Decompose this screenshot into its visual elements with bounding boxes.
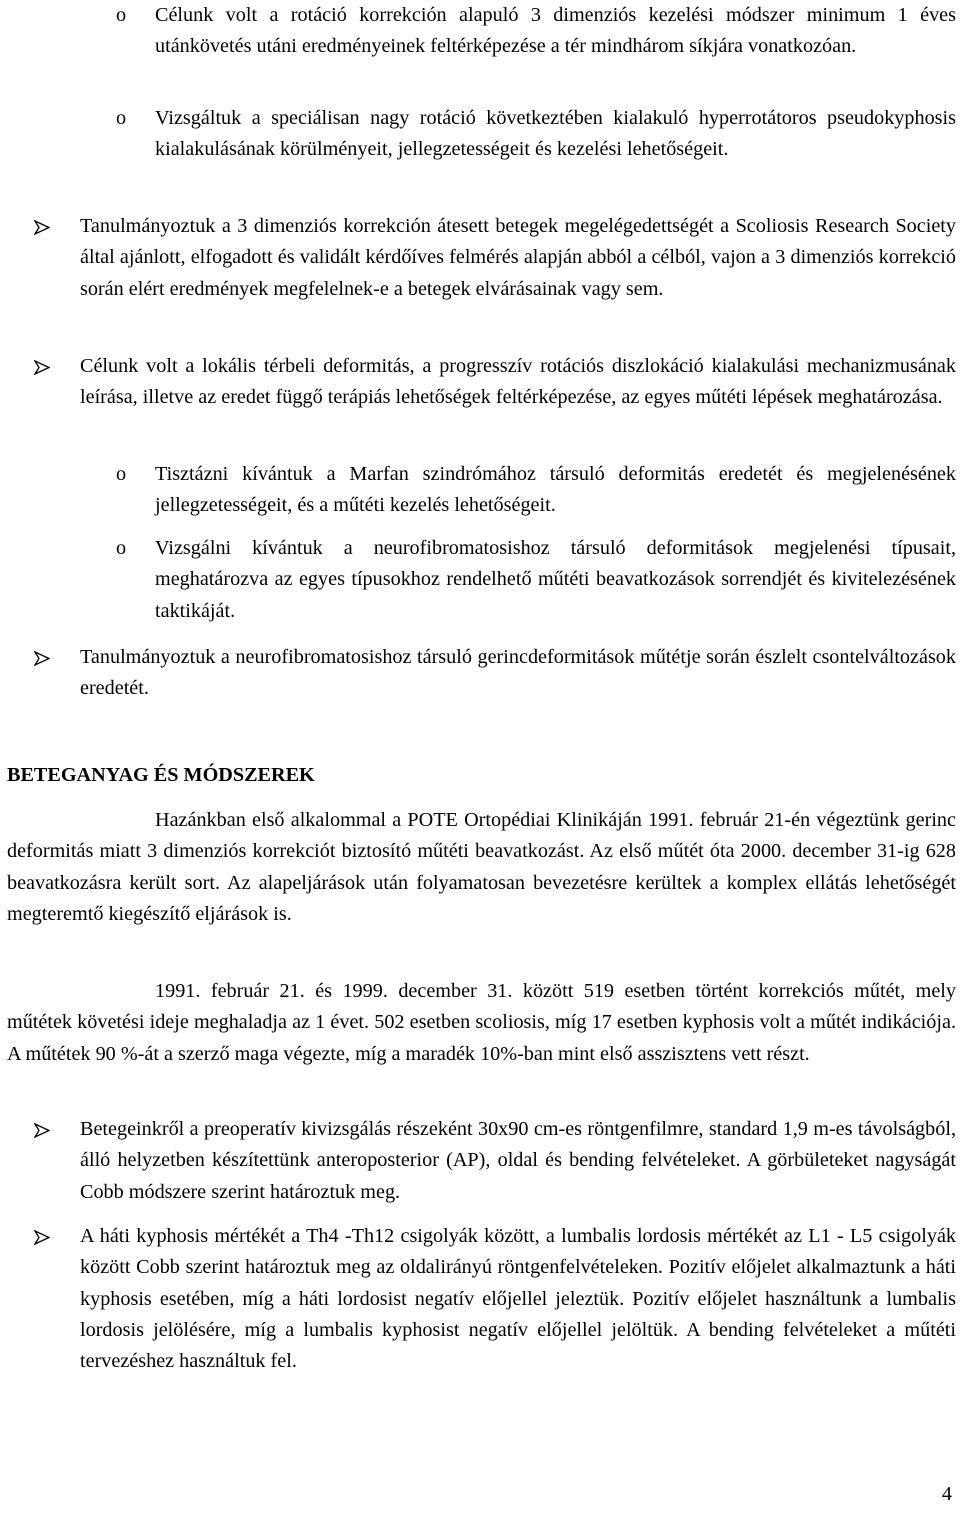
arrowhead-bullet-icon [34, 360, 50, 375]
page-number: 4 [941, 1483, 952, 1505]
circle-bullet-marker: o [116, 4, 127, 26]
arrowhead-bullet-icon [34, 1230, 50, 1245]
circle-bullet-marker: o [116, 537, 127, 559]
arrowhead-bullet-icon [34, 1123, 50, 1138]
list-item [0, 1114, 960, 1208]
list-item-text: Tisztázni kívántuk a Marfan szindrómához társuló deformitás eredetét és megjelenésének jellegzetességeit, és a műtéti kezelés lehetőségeit. [155, 463, 956, 517]
arrowhead-bullet-icon [34, 220, 50, 235]
objectives-sublist-2a [0, 459, 960, 522]
paragraph-text: 1991. február 21. és 1999. december 31. között 519 esetben történt korrekciós műtét, mely műtétek követési ideje meghaladja az 1 évet. 502 esetben scoliosis, míg 17 esetben kyphosis volt a műtét indikációja. A műtétek 90 %-át a szerző maga végezte, míg a maradék 10%-ban mint első asszisztens vett részt. [7, 980, 956, 1065]
list-item [0, 103, 960, 166]
section-heading: BETEGANYAG ÉS MÓDSZEREK [7, 764, 315, 786]
circle-bullet-marker: o [116, 107, 127, 129]
list-item [0, 459, 960, 522]
list-item [0, 211, 960, 305]
list-item [0, 0, 960, 63]
list-item-text: Betegeinkről a preoperatív kivizsgálás részeként 30x90 cm-es röntgenfilmre, standard 1,9 m-es távolságból, álló helyzetben készítettünk anteroposterior (AP), oldal és bending felvételeket. A görbületeket nagyságát Cobb módszere szerint határoztuk meg. [80, 1118, 956, 1203]
list-item-text: Célunk volt a rotáció korrekción alapuló 3 dimenziós kezelési módszer minimum 1 éves utánkövetés utáni eredményeinek feltérképezése a tér mindhárom síkjára vonatkozóan. [155, 4, 956, 58]
objectives-sublist-2b [0, 533, 960, 627]
circle-bullet-marker: o [116, 463, 127, 485]
list-item-text: Tanulmányoztuk a neurofibromatosishoz társuló gerincdeformitások műtétje során észlelt csontelváltozások eredetét. [80, 646, 956, 700]
list-item-text: Tanulmányoztuk a 3 dimenziós korrekción átesett betegek megelégedettségét a Scoliosis Research Society által ajánlott, elfogadott és validált kérdőíves felmérés alapján abból a célból, vajon a 3 dimenziós korrekció során elért eredmények megfelelnek-e a betegek elvárásainak vagy sem. [80, 215, 956, 300]
objective-arrow-item-3 [0, 642, 960, 705]
list-item [0, 642, 960, 705]
objective-arrow-item-1 [0, 211, 960, 305]
arrowhead-bullet-icon [34, 651, 50, 666]
list-item-text: A háti kyphosis mértékét a Th4 -Th12 csigolyák között, a lumbalis lordosis mértékét az L1 - L5 csigolyák között Cobb szerint határoztuk meg az oldalirányú röntgenfelvételeken. Pozitív előjelet alkalmaztunk a háti kyphosis esetében, míg a háti lordosist negatív előjellel jeleztük. Pozitív előjelet használtunk a lumbalis lordosis jelölésére, míg a lumbalis kyphosist negatív előjellel jelöltük. A bending felvételeket a műtéti tervezéshez használtuk fel. [80, 1225, 956, 1373]
list-item [0, 1221, 960, 1377]
objectives-sublist-1b [0, 103, 960, 166]
paragraph-text: Hazánkban első alkalommal a POTE Ortopédiai Klinikáján 1991. február 21-én végeztünk gerinc deformitás miatt 3 dimenziós korrekciót biztosító műtéti beavatkozást. Az első műtét óta 2000. december 31-ig 628 beavatkozásra került sort. Az alapeljárások után folyamatosan bevezetésre kerültek a komplex ellátás lehetőségét megteremtő kiegészítő eljárások is. [7, 809, 956, 925]
methods-arrow-item-2 [0, 1221, 960, 1377]
list-item [0, 533, 960, 627]
list-item-text: Vizsgálni kívántuk a neurofibromatosishoz társuló deformitások megjelenési típusait, meghatározva az egyes típusokhoz rendelhető műtéti beavatkozások sorrendjét és kivitelezésének taktikáját. [155, 537, 956, 622]
objectives-sublist-1 [0, 0, 960, 63]
methods-paragraph-2 [0, 976, 960, 1070]
methods-paragraph-1 [0, 805, 960, 930]
methods-arrow-item-1 [0, 1114, 960, 1208]
objective-arrow-item-2 [0, 351, 960, 414]
list-item [0, 351, 960, 414]
list-item-text: Vizsgáltuk a speciálisan nagy rotáció következtében kialakuló hyperrotátoros pseudokyphosis kialakulásának körülményeit, jellegzetességeit és kezelési lehetőségeit. [155, 107, 956, 161]
list-item-text: Célunk volt a lokális térbeli deformitás, a progresszív rotációs diszlokáció kialakulási mechanizmusának leírása, illetve az eredet függő terápiás lehetőségek feltérképezése, az egyes műtéti lépések meghatározása. [80, 355, 956, 409]
